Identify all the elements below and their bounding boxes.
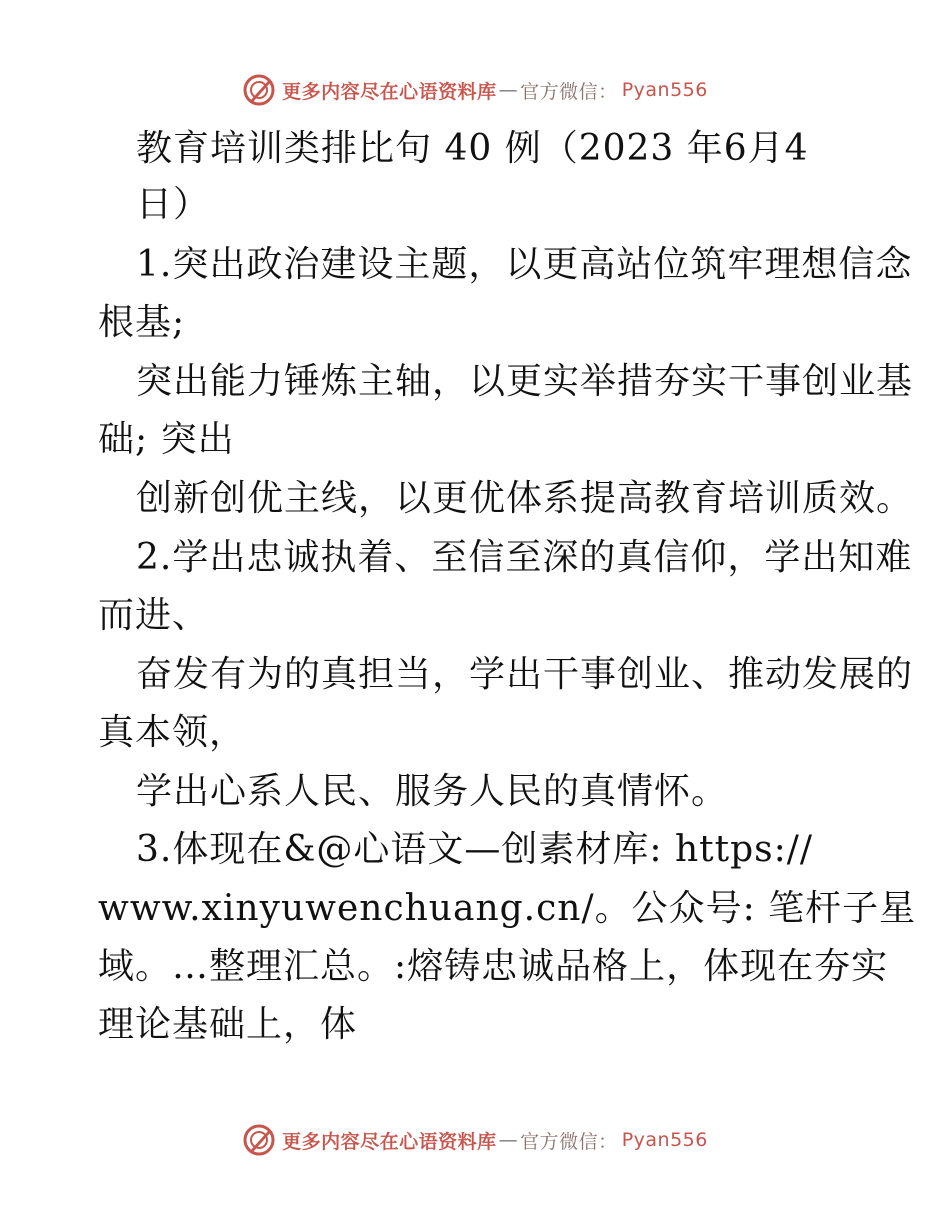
paragraph-line: 域。…整理汇总。:熔铸忠诚品格上，体现在夯实 [98,946,889,987]
watermark-dash: — [498,1129,519,1151]
watermark-account: Pyan556 [621,1129,708,1151]
quill-circle-logo-icon [242,1123,276,1157]
paragraph-line: 础; 突出 [98,419,235,460]
watermark-main-text: 更多内容尽在心语资料库 [282,80,497,103]
paragraph-line: 突出能力锤炼主轴，以更实举措夯实干事创业基 [136,361,914,402]
paragraph-line: 根基; [98,302,186,343]
paragraph-line: www.xinyuwenchuang.cn/。公众号: 笔杆子星 [98,888,917,929]
paragraph-line: 1.突出政治建设主题，以更高站位筑牢理想信念 [136,244,913,285]
watermark-dash: — [498,79,519,101]
paragraph-line: 而进、 [98,595,210,636]
paragraph-line: 3.体现在&@心语文—创素材库: https:// [136,829,813,870]
watermark-account: Pyan556 [621,79,708,101]
paragraph-line: 真本领， [98,712,247,753]
footer-watermark [0,1120,950,1160]
watermark-official-label: 官方微信： [520,1130,618,1153]
paragraph-line: 学出心系人民、服务人民的真情怀。 [136,771,729,812]
paragraph-line: 奋发有为的真担当，学出干事创业、推动发展的 [136,654,914,695]
paragraph-line: 2.学出忠诚执着、至信至深的真信仰，学出知难 [136,537,913,578]
paragraph-line: 创新创优主线，以更优体系提高教育培训质效。 [136,478,914,519]
paragraph-line: 理论基础上，体 [98,1004,358,1045]
watermark-official-label: 官方微信： [520,80,618,103]
watermark-main-text: 更多内容尽在心语资料库 [282,1130,497,1153]
document-title-line-2: 日） [136,184,211,225]
document-title-line-1: 教育培训类排比句 40 例（2023 年6月4 [136,128,809,169]
